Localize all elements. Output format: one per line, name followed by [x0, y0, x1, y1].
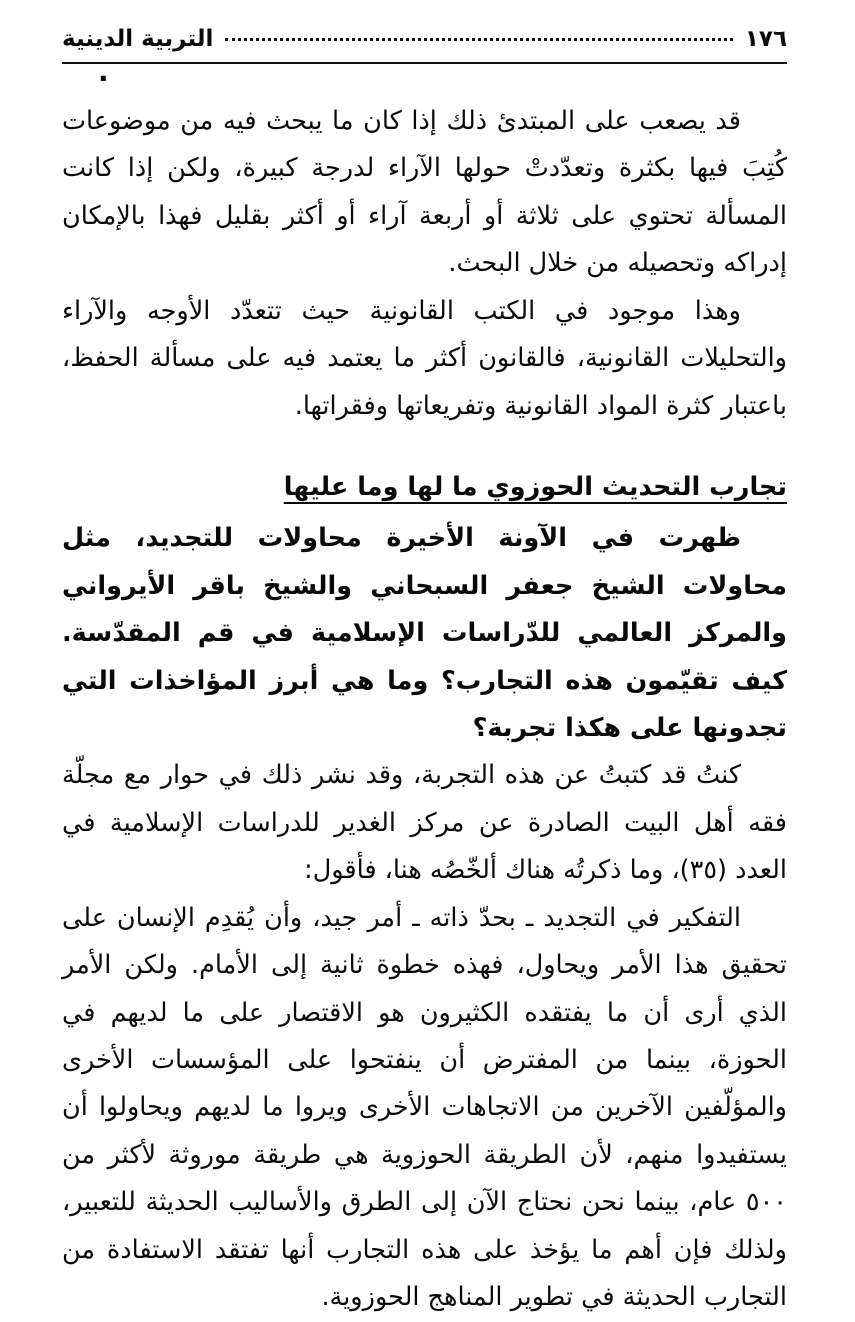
paragraph-2: وهذا موجود في الكتب القانونية حيث تتعدّد الأوجه والآراء والتحليلات القانونية، فالقانون أكثر ما يعتمد فيه على مسألة الحفظ، باعتبار كثرة المواد القانونية وتفريعاتها وفقراتها. [62, 295, 787, 421]
paragraph-4: كنتُ قد كتبتُ عن هذه التجربة، وقد نشر ذلك في حوار مع مجلّة فقه أهل البيت الصادرة عن مركز الغدير للدراسات الإسلامية في العدد (٣٥)، وما ذكرتُه هناك ألخّصُه هنا، فأقول: [62, 760, 787, 886]
page-header [62, 26, 787, 52]
page-content [62, 98, 787, 1322]
stray-dot: . [98, 55, 109, 88]
paragraph-5: التفكير في التجديد ـ بحدّ ذاته ـ أمر جيد، وأن يُقدِم الإنسان على تحقيق هذا الأمر ويحاول، فهذه خطوة ثانية إلى الأمام. ولكن الأمر الذي أرى أن ما يفتقده الكثيرون هو الاقتصار على ما لديهم في الحوزة، بينما من المفترض أن ينفتحوا على المؤسسات الأخرى والمؤلّفين الآخرين من الاتجاهات الأخرى ويروا ما لديهم ويحاولوا أن يستفيدوا منهم، لأن الطريقة الحوزوية هي طريقة موروثة لأكثر من ٥٠٠ عام، بينما نحن نحتاج الآن إلى الطرق والأساليب الحديثة للتعبير، ولذلك فإن أهم ما يؤخذ على هذه التجارب أنها تفتقد الاستفادة من التجارب الحديثة في تطوير المناهج الحوزوية. [62, 902, 787, 1313]
section-heading [62, 464, 787, 511]
page-number: ١٧٦ [744, 26, 787, 52]
header-title: التربية الدينية [62, 26, 214, 52]
dotted-leader [225, 38, 733, 41]
section-heading-text: تجارب التحديث الحوزوي ما لها وما عليها [283, 471, 787, 502]
header-rule [62, 62, 787, 64]
paragraph-question: ظهرت في الآونة الأخيرة محاولات للتجديد، مثل محاولات الشيخ جعفر السبحاني والشيخ باقر الأيرواني والمركز العالمي للدّراسات الإسلامية في قم المقدّسة. كيف تقيّمون هذه التجارب؟ وما هي أبرز المؤاخذات التي تجدونها على هكذا تجربة؟ [62, 523, 787, 744]
paragraph-1: قد يصعب على المبتدئ ذلك إذا كان ما يبحث فيه من موضوعات كُتِبَ فيها بكثرة وتعدّدتْ حولها الآراء لدرجة كبيرة، ولكن إذا كانت المسألة تحتوي على ثلاثة أو أربعة آراء أو أكثر بقليل فهذا بالإمكان إدراكه وتحصيله من خلال البحث. [62, 106, 787, 279]
